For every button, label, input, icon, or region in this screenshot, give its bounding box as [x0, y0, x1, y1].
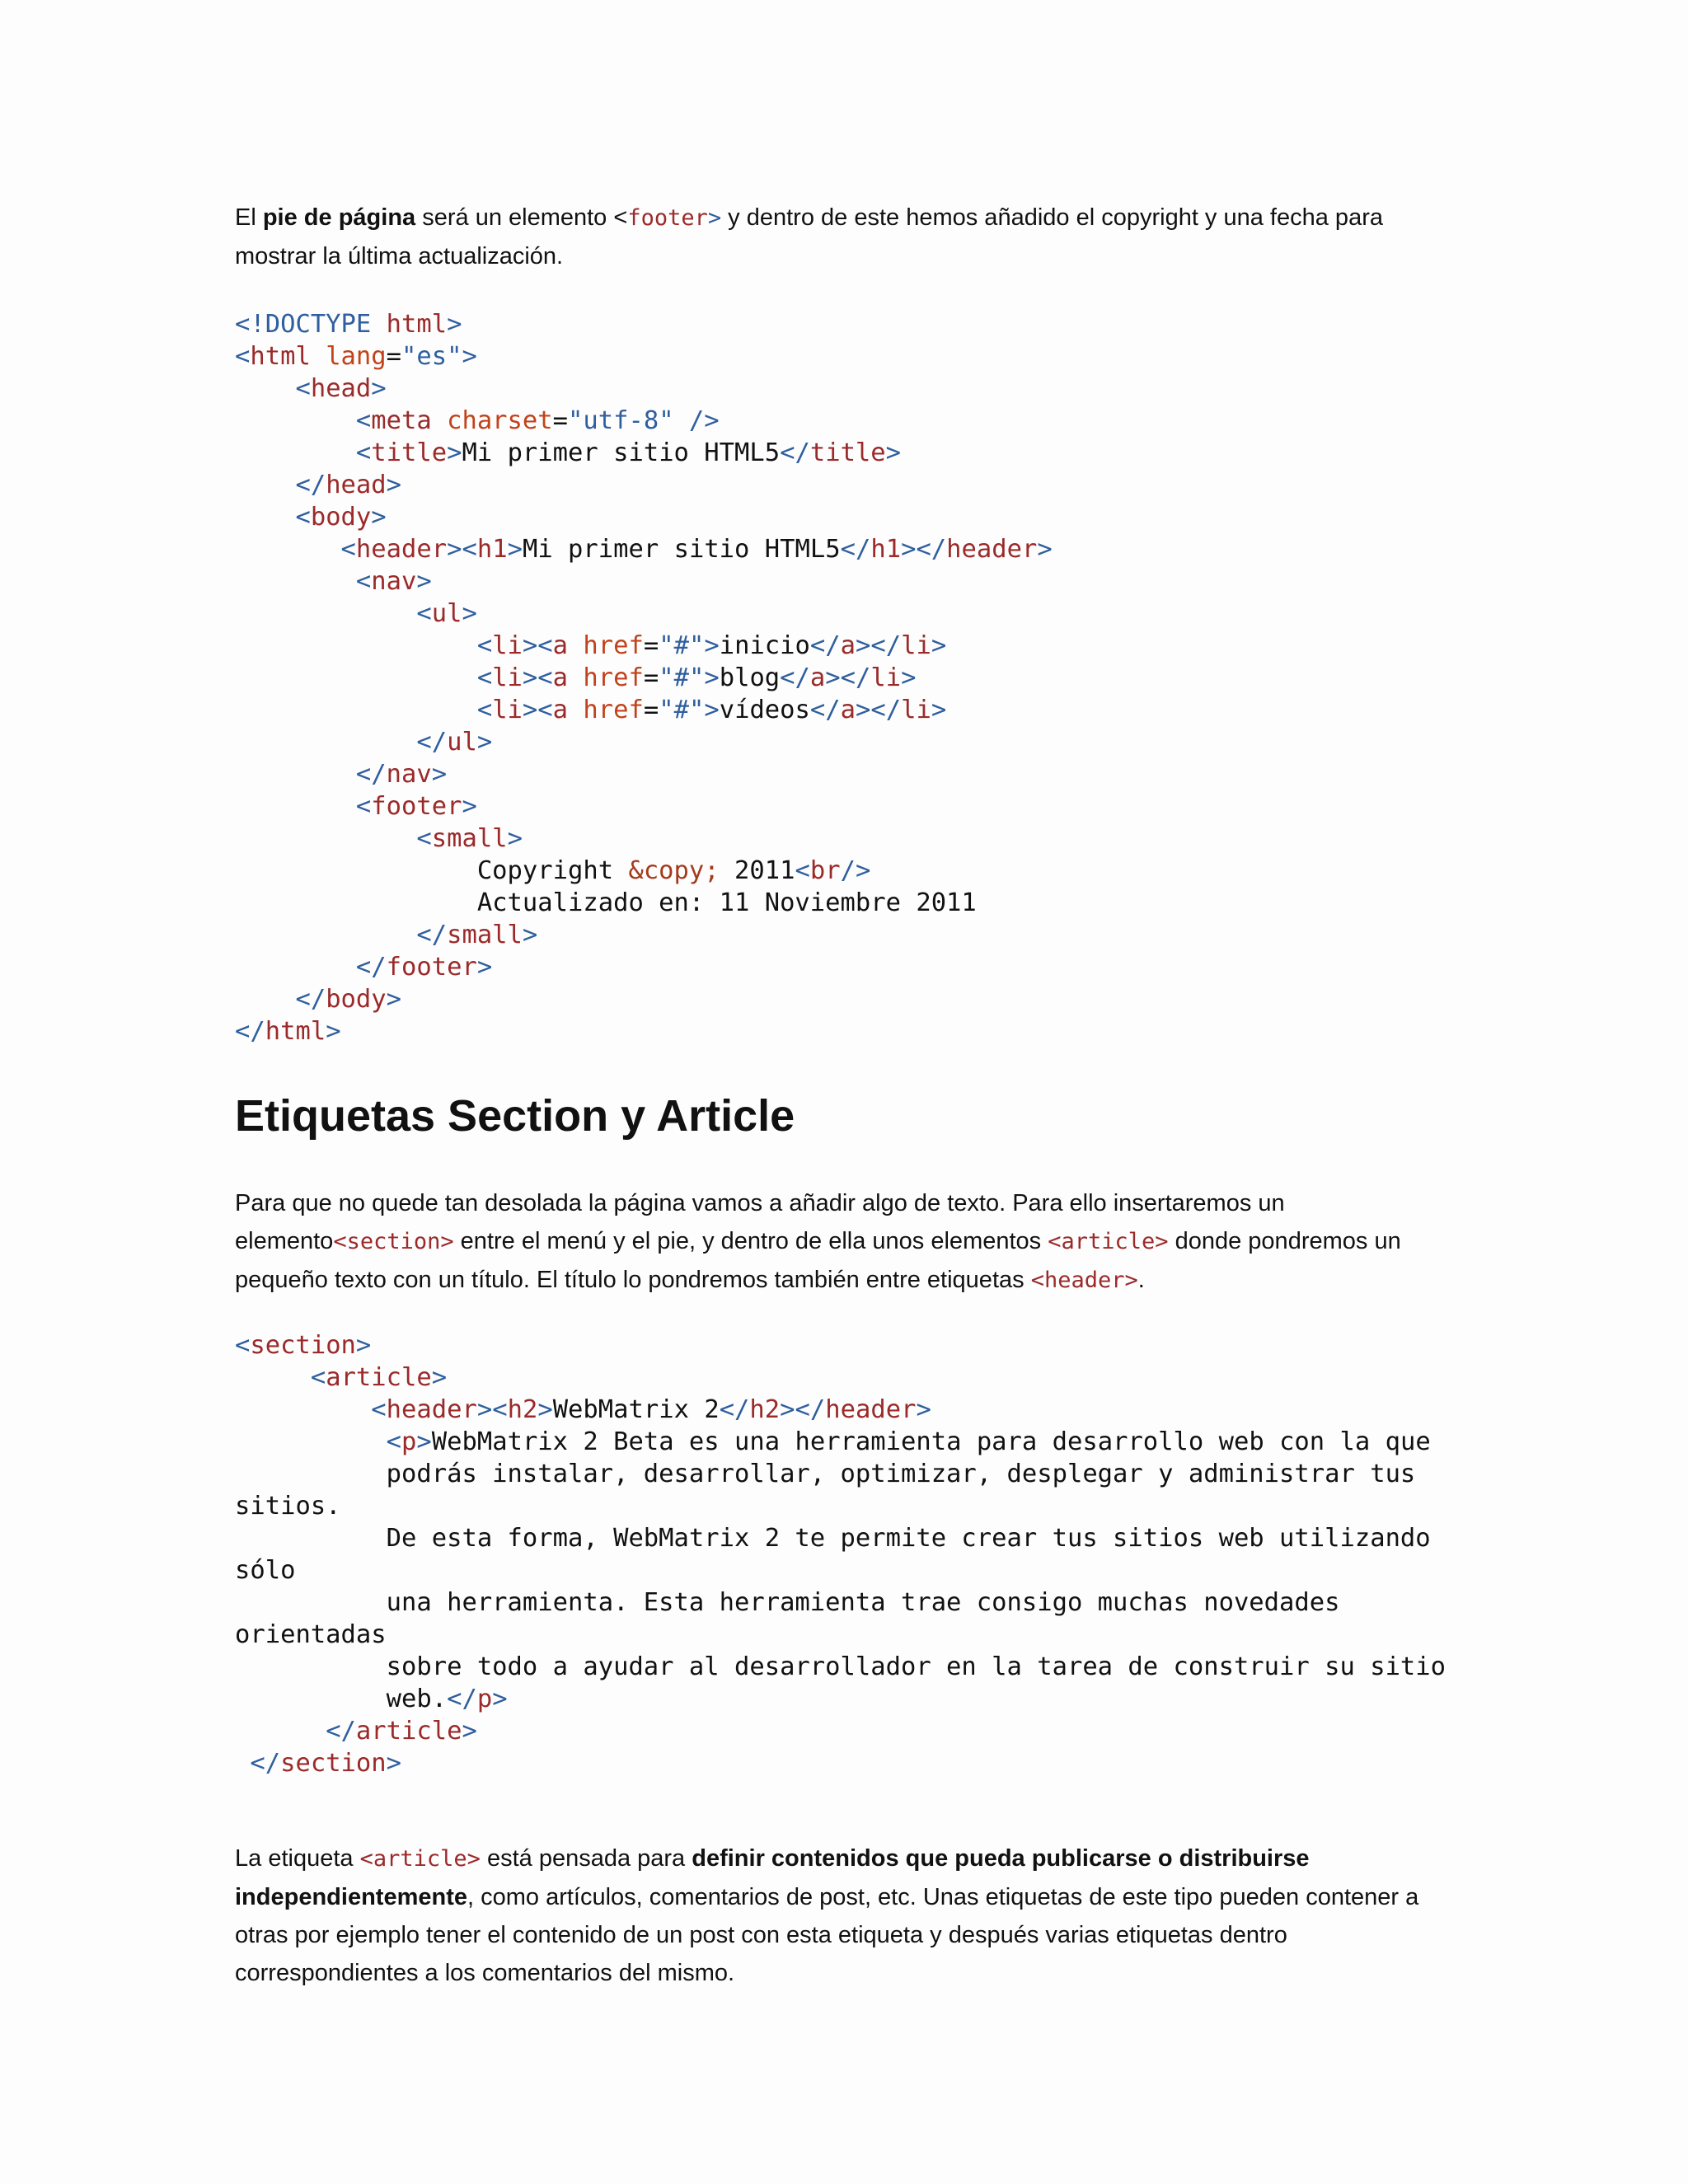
- code-line: <article>: [310, 1363, 448, 1392]
- code-line: <nav>: [355, 567, 432, 596]
- code-line: <!DOCTYPE html>: [235, 310, 462, 339]
- code-line: <li><a href="#">blog</a></li>: [476, 663, 917, 692]
- code-line: <li><a href="#">vídeos</a></li>: [476, 696, 947, 724]
- code-line: sobre todo a ayudar al desarrollador en la tarea de construir su sitio: [386, 1652, 1447, 1681]
- code-line: </small>: [416, 921, 538, 949]
- code-line: </html>: [235, 1017, 341, 1046]
- code-line: orientadas: [235, 1620, 387, 1649]
- para-text: entre el menú y el pie, y dentro de ella unos elementos: [453, 1228, 1048, 1254]
- code-line: </head>: [295, 471, 402, 499]
- intro-lt: <: [613, 204, 628, 231]
- code-line: <meta charset="utf-8" />: [355, 406, 720, 435]
- code-line: Actualizado en: 11 Noviembre 2011: [476, 888, 977, 917]
- code-block-section: [235, 1329, 1446, 1779]
- code-line: <li><a href="#">inicio</a></li>: [476, 631, 947, 660]
- intro-text: y dentro de este hemos añadido el copyright y una fecha para mostrar la última actualización.: [235, 204, 1383, 269]
- inline-code-article: <article>: [359, 1846, 481, 1872]
- code-line: </body>: [295, 985, 402, 1014]
- inline-code-section: <section>: [333, 1229, 454, 1254]
- para-text: está pensada para: [480, 1845, 692, 1872]
- code-line: podrás instalar, desarrollar, optimizar, desplegar y administrar tus: [386, 1460, 1416, 1488]
- code-line: Copyright &copy; 2011<br/>: [476, 856, 871, 885]
- code-line: </ul>: [416, 728, 493, 757]
- para-text: donde pondremos un pequeño texto con un título. El título lo pondremos también entre etiquetas: [235, 1228, 1401, 1293]
- code-line: <small>: [416, 824, 523, 853]
- inline-code-footer: footer: [627, 205, 708, 231]
- code-line: <p>WebMatrix 2 Beta es una herramienta para desarrollo web con la que: [386, 1427, 1431, 1456]
- code-line: <header><h2>WebMatrix 2</h2></header>: [371, 1395, 931, 1424]
- code-line: <body>: [295, 503, 387, 532]
- section-heading: Etiquetas Section y Article: [235, 1091, 795, 1141]
- para-text: , como artículos, comentarios de post, etc. Unas etiquetas de este tipo pueden contener a otras por ejemplo tener el contenido de un post con esta etiqueta y después varias etiquetas dentro correspondientes a los comentarios del mismo.: [235, 1884, 1419, 1986]
- para-bold: definir contenidos que pueda publicarse o distribuirse independientemente: [235, 1845, 1310, 1910]
- code-line: sólo: [235, 1556, 296, 1585]
- code-line: <footer>: [355, 792, 477, 821]
- article-paragraph: [235, 1840, 1463, 1992]
- inline-code-article: <article>: [1048, 1229, 1169, 1254]
- section-paragraph: [235, 1184, 1463, 1300]
- code-line: <html lang="es">: [235, 342, 477, 371]
- intro-gt: >: [707, 205, 722, 231]
- code-line: una herramienta. Esta herramienta trae consigo muchas novedades: [386, 1588, 1340, 1617]
- code-line: </nav>: [355, 760, 448, 789]
- intro-text: será un elemento: [415, 204, 614, 231]
- code-line: <ul>: [416, 599, 477, 628]
- code-line: <header><h1>Mi primer sitio HTML5</h1></header>: [340, 535, 1053, 564]
- inline-code-header: <header>: [1030, 1268, 1138, 1293]
- intro-paragraph: [235, 199, 1463, 275]
- para-text: La etiqueta: [235, 1845, 360, 1872]
- intro-text: El: [235, 204, 263, 231]
- code-line: </article>: [326, 1717, 477, 1746]
- code-line: web.</p>: [386, 1685, 508, 1713]
- code-line: <head>: [295, 374, 387, 403]
- para-text: Para que no quede tan desolada la página vamos a añadir algo de texto. Para ello insertaremos un elemento: [235, 1190, 1285, 1254]
- intro-bold: pie de página: [262, 204, 416, 231]
- code-line: <section>: [235, 1331, 372, 1360]
- code-line: sitios.: [235, 1492, 341, 1521]
- code-block-html: [235, 308, 1053, 1047]
- code-line: </section>: [250, 1749, 402, 1778]
- para-text: .: [1137, 1267, 1145, 1293]
- code-line: <title>Mi primer sitio HTML5</title>: [355, 438, 902, 467]
- code-line: De esta forma, WebMatrix 2 te permite crear tus sitios web utilizando: [386, 1524, 1431, 1553]
- code-line: </footer>: [355, 953, 493, 982]
